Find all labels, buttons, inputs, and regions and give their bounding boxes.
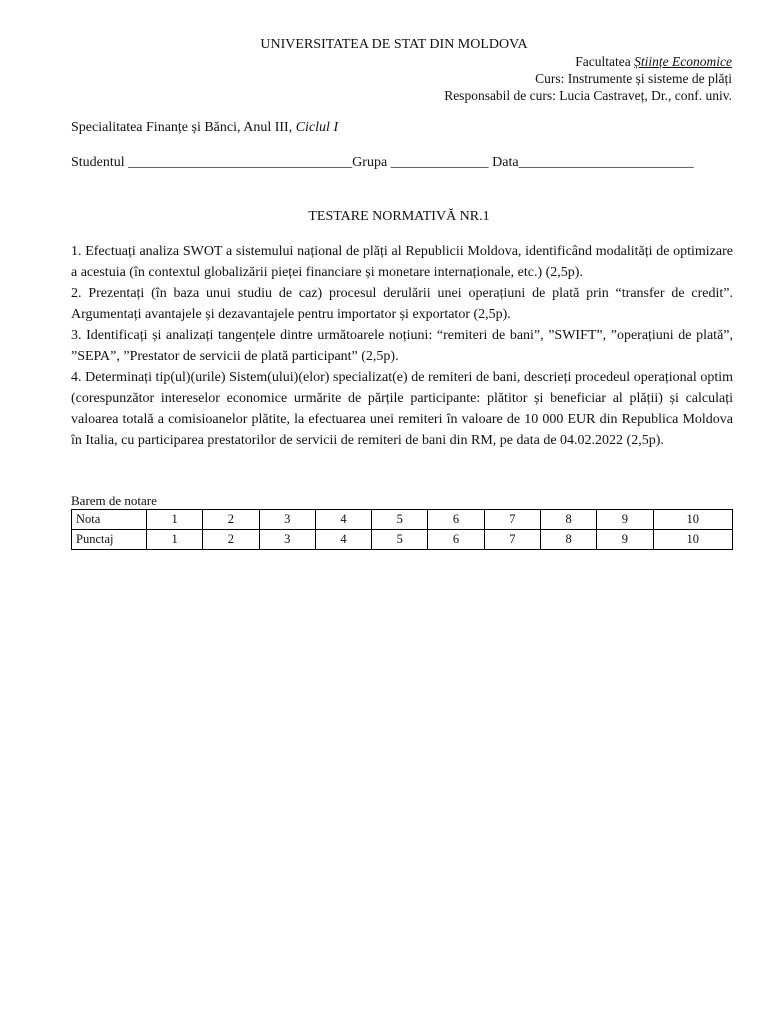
table-cell: 4	[315, 510, 371, 530]
table-cell: 7	[484, 530, 540, 550]
test-title: TESTARE NORMATIVĂ NR.1	[308, 209, 490, 224]
table-cell: 6	[428, 510, 484, 530]
table-cell: 10	[653, 530, 732, 550]
question-1: 1. Efectuați analiza SWOT a sistemului național de plăți al Republicii Moldova, identificând modalități de optimizare a acestuia (în contextul globalizării pieței financiare și monetare internaționale, etc.) (2,5p).	[71, 244, 733, 280]
table-cell: 6	[428, 530, 484, 550]
questions-list	[71, 241, 733, 451]
faculty-line	[444, 53, 732, 70]
table-cell: 4	[315, 530, 371, 550]
table-cell: 1	[147, 510, 203, 530]
table-cell: 2	[203, 510, 259, 530]
table-row-punctaj	[72, 530, 733, 550]
university-name: UNIVERSITATEA DE STAT DIN MOLDOVA	[260, 37, 528, 52]
table-row-nota	[72, 510, 733, 530]
responsible-line: Responsabil de curs: Lucia Castraveț, Dr., conf. univ.	[444, 88, 732, 103]
row-label-nota: Nota	[72, 510, 147, 530]
table-cell: 2	[203, 530, 259, 550]
grading-table	[71, 509, 733, 550]
question-2: 2. Prezentați (în baza unui studiu de caz) procesul derulării unei operațiuni de plată prin “transfer de credit”. Argumentați avantajele și dezavantajele pentru importator și exportator (2,5p).	[71, 286, 733, 322]
table-cell: 3	[259, 530, 315, 550]
table-cell: 5	[372, 510, 428, 530]
course-info	[444, 53, 732, 104]
faculty-prefix: Facultatea	[575, 54, 635, 69]
table-cell: 1	[147, 530, 203, 550]
table-cell: 8	[540, 530, 596, 550]
student-line: Studentul ________________________________Grupa ______________ Data_________________________	[71, 155, 694, 170]
question-4: 4. Determinați tip(ul)(urile) Sistem(ului)(elor) specializat(e) de remiteri de bani, descrieți procedeul operațional optim (corespunzător intereselor economice urmărite de părțile participante: plătitor și beneficiar al plății) și calculați valoarea totală a comisioanelor plătite, la efectuarea unei remiteri în valoare de 10 000 EUR din Republica Moldova în Italia, cu participarea prestatorilor de servicii de remiteri de bani din RM, pe data de 04.02.2022 (2,5p).	[71, 370, 733, 448]
table-cell: 5	[372, 530, 428, 550]
table-cell: 3	[259, 510, 315, 530]
table-cell: 10	[653, 510, 732, 530]
table-cell: 8	[540, 510, 596, 530]
grading-label: Barem de notare	[71, 493, 157, 508]
table-cell: 9	[597, 510, 653, 530]
specialty-line	[71, 120, 338, 136]
faculty-name: Științe Economice	[634, 54, 732, 69]
course-line: Curs: Instrumente și sisteme de plăți	[535, 71, 732, 86]
question-3: 3. Identificați și analizați tangențele dintre următoarele noțiuni: “remiteri de bani”, ”SWIFT”, ”operațiuni de plată”, ”SEPA”, ”Prestator de servicii de plată participant” (2,5p).	[71, 328, 733, 364]
row-label-punctaj: Punctaj	[72, 530, 147, 550]
specialty-text: Specialitatea Finanțe și Bănci, Anul III,	[71, 120, 296, 135]
table-cell: 9	[597, 530, 653, 550]
table-cell: 7	[484, 510, 540, 530]
cycle-text: Ciclul I	[295, 120, 339, 135]
